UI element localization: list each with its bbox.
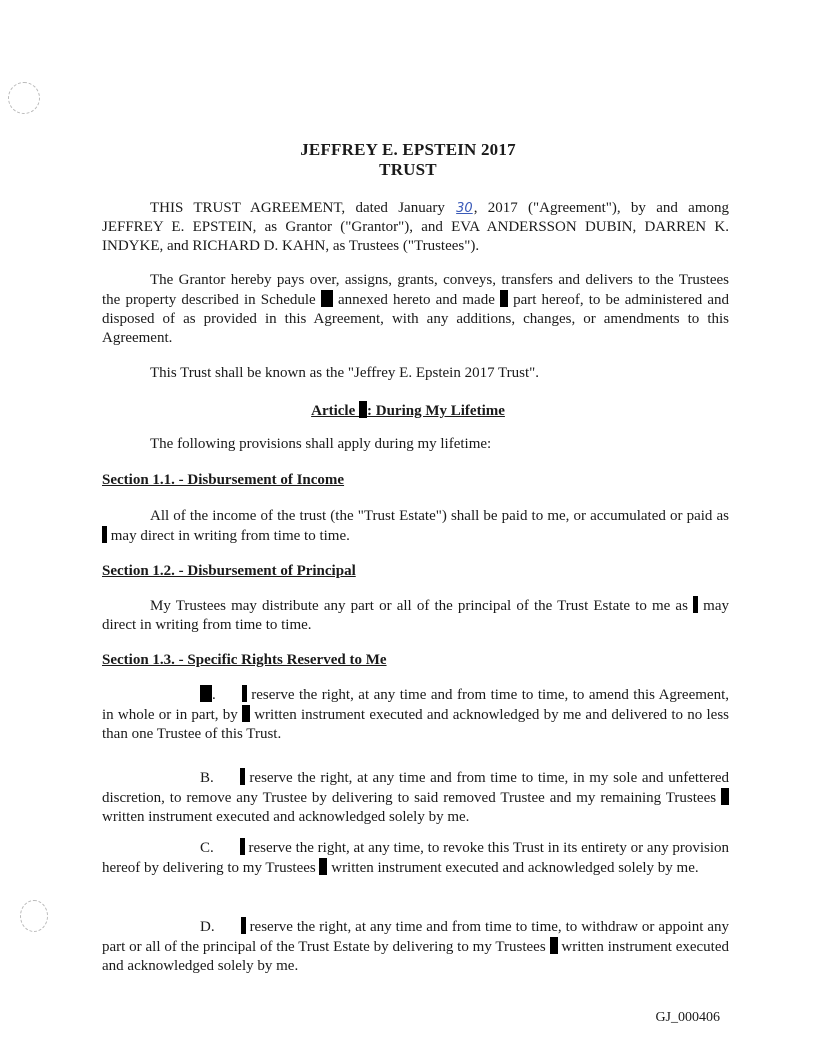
redaction-bar <box>550 937 558 954</box>
redaction-bar <box>359 401 367 418</box>
section-1-2-heading: Section 1.2. - Disbursement of Principal <box>102 563 356 579</box>
article-heading: Article : During My Lifetime <box>311 403 505 419</box>
section-1-3-item-d: D. reserve the right, at any time and from time to time, to withdraw or appoint any part or all of the principal of the Trust Estate by delivering to my Trustees written instrument executed and acknowledged solely by me. <box>102 919 729 974</box>
redaction-bar <box>200 685 212 702</box>
document-title-line1: JEFFREY E. EPSTEIN 2017 <box>300 140 516 159</box>
lifetime-intro-paragraph: The following provisions shall apply during my lifetime: <box>150 436 492 452</box>
punch-hole-mark <box>20 900 48 932</box>
document-title-line2: TRUST <box>379 160 437 179</box>
section-1-3-item-c: C. reserve the right, at any time, to revoke this Trust in its entirety or any provision hereof by delivering to my Trustees written instrument executed and acknowledged solely by me. <box>102 840 729 876</box>
section-1-3-item-a: . reserve the right, at any time and from time to time, to amend this Agreement, in whole or in part, by written instrument executed and acknowledged by me and delivered to no less than one Trustee of this Trust. <box>102 687 729 742</box>
item-marker: B. <box>200 770 214 786</box>
intro-paragraph: THIS TRUST AGREEMENT, dated January 30, 2017 ("Agreement"), by and among JEFFREY E. EPSTEIN, as Grantor ("Grantor"), and EVA ANDERSSON DUBIN, DARREN K. INDYKE, and RICHARD D. KAHN, as Trustees ("Trustees"). <box>102 200 729 254</box>
section-1-2-paragraph: My Trustees may distribute any part or all of the principal of the Trust Estate to me as may direct in writing from time to time. <box>102 598 729 633</box>
section-1-1-paragraph: All of the income of the trust (the "Trust Estate") shall be paid to me, or accumulated or paid as may direct in writing from time to time. <box>102 507 729 546</box>
punch-hole-mark <box>8 82 40 114</box>
redaction-bar <box>721 788 729 805</box>
redaction-bar <box>321 290 333 307</box>
section-1-3-item-b: B. reserve the right, at any time and from time to time, in my sole and unfettered discretion, to remove any Trustee by delivering to said removed Trustee and my remaining Trustees written instrument executed and acknowledged solely by me. <box>102 770 729 825</box>
section-1-3-heading: Section 1.3. - Specific Rights Reserved to Me <box>102 652 387 668</box>
grant-paragraph: The Grantor hereby pays over, assigns, grants, conveys, transfers and delivers to the Trustees the property described in Schedule annexed hereto and made part hereof, to be administered and disposed of as provided in this Agreement, with any additions, changes, or amendments to this Agreement. <box>102 272 729 346</box>
item-marker: D. <box>200 919 215 935</box>
redaction-bar <box>500 290 508 307</box>
handwritten-date: 30 <box>456 201 473 216</box>
section-1-1-heading: Section 1.1. - Disbursement of Income <box>102 472 345 488</box>
item-marker: C. <box>200 840 214 856</box>
bates-number: GJ_000406 <box>655 1010 720 1025</box>
redaction-bar <box>242 705 250 722</box>
known-as-paragraph: This Trust shall be known as the "Jeffrey E. Epstein 2017 Trust". <box>150 365 540 381</box>
